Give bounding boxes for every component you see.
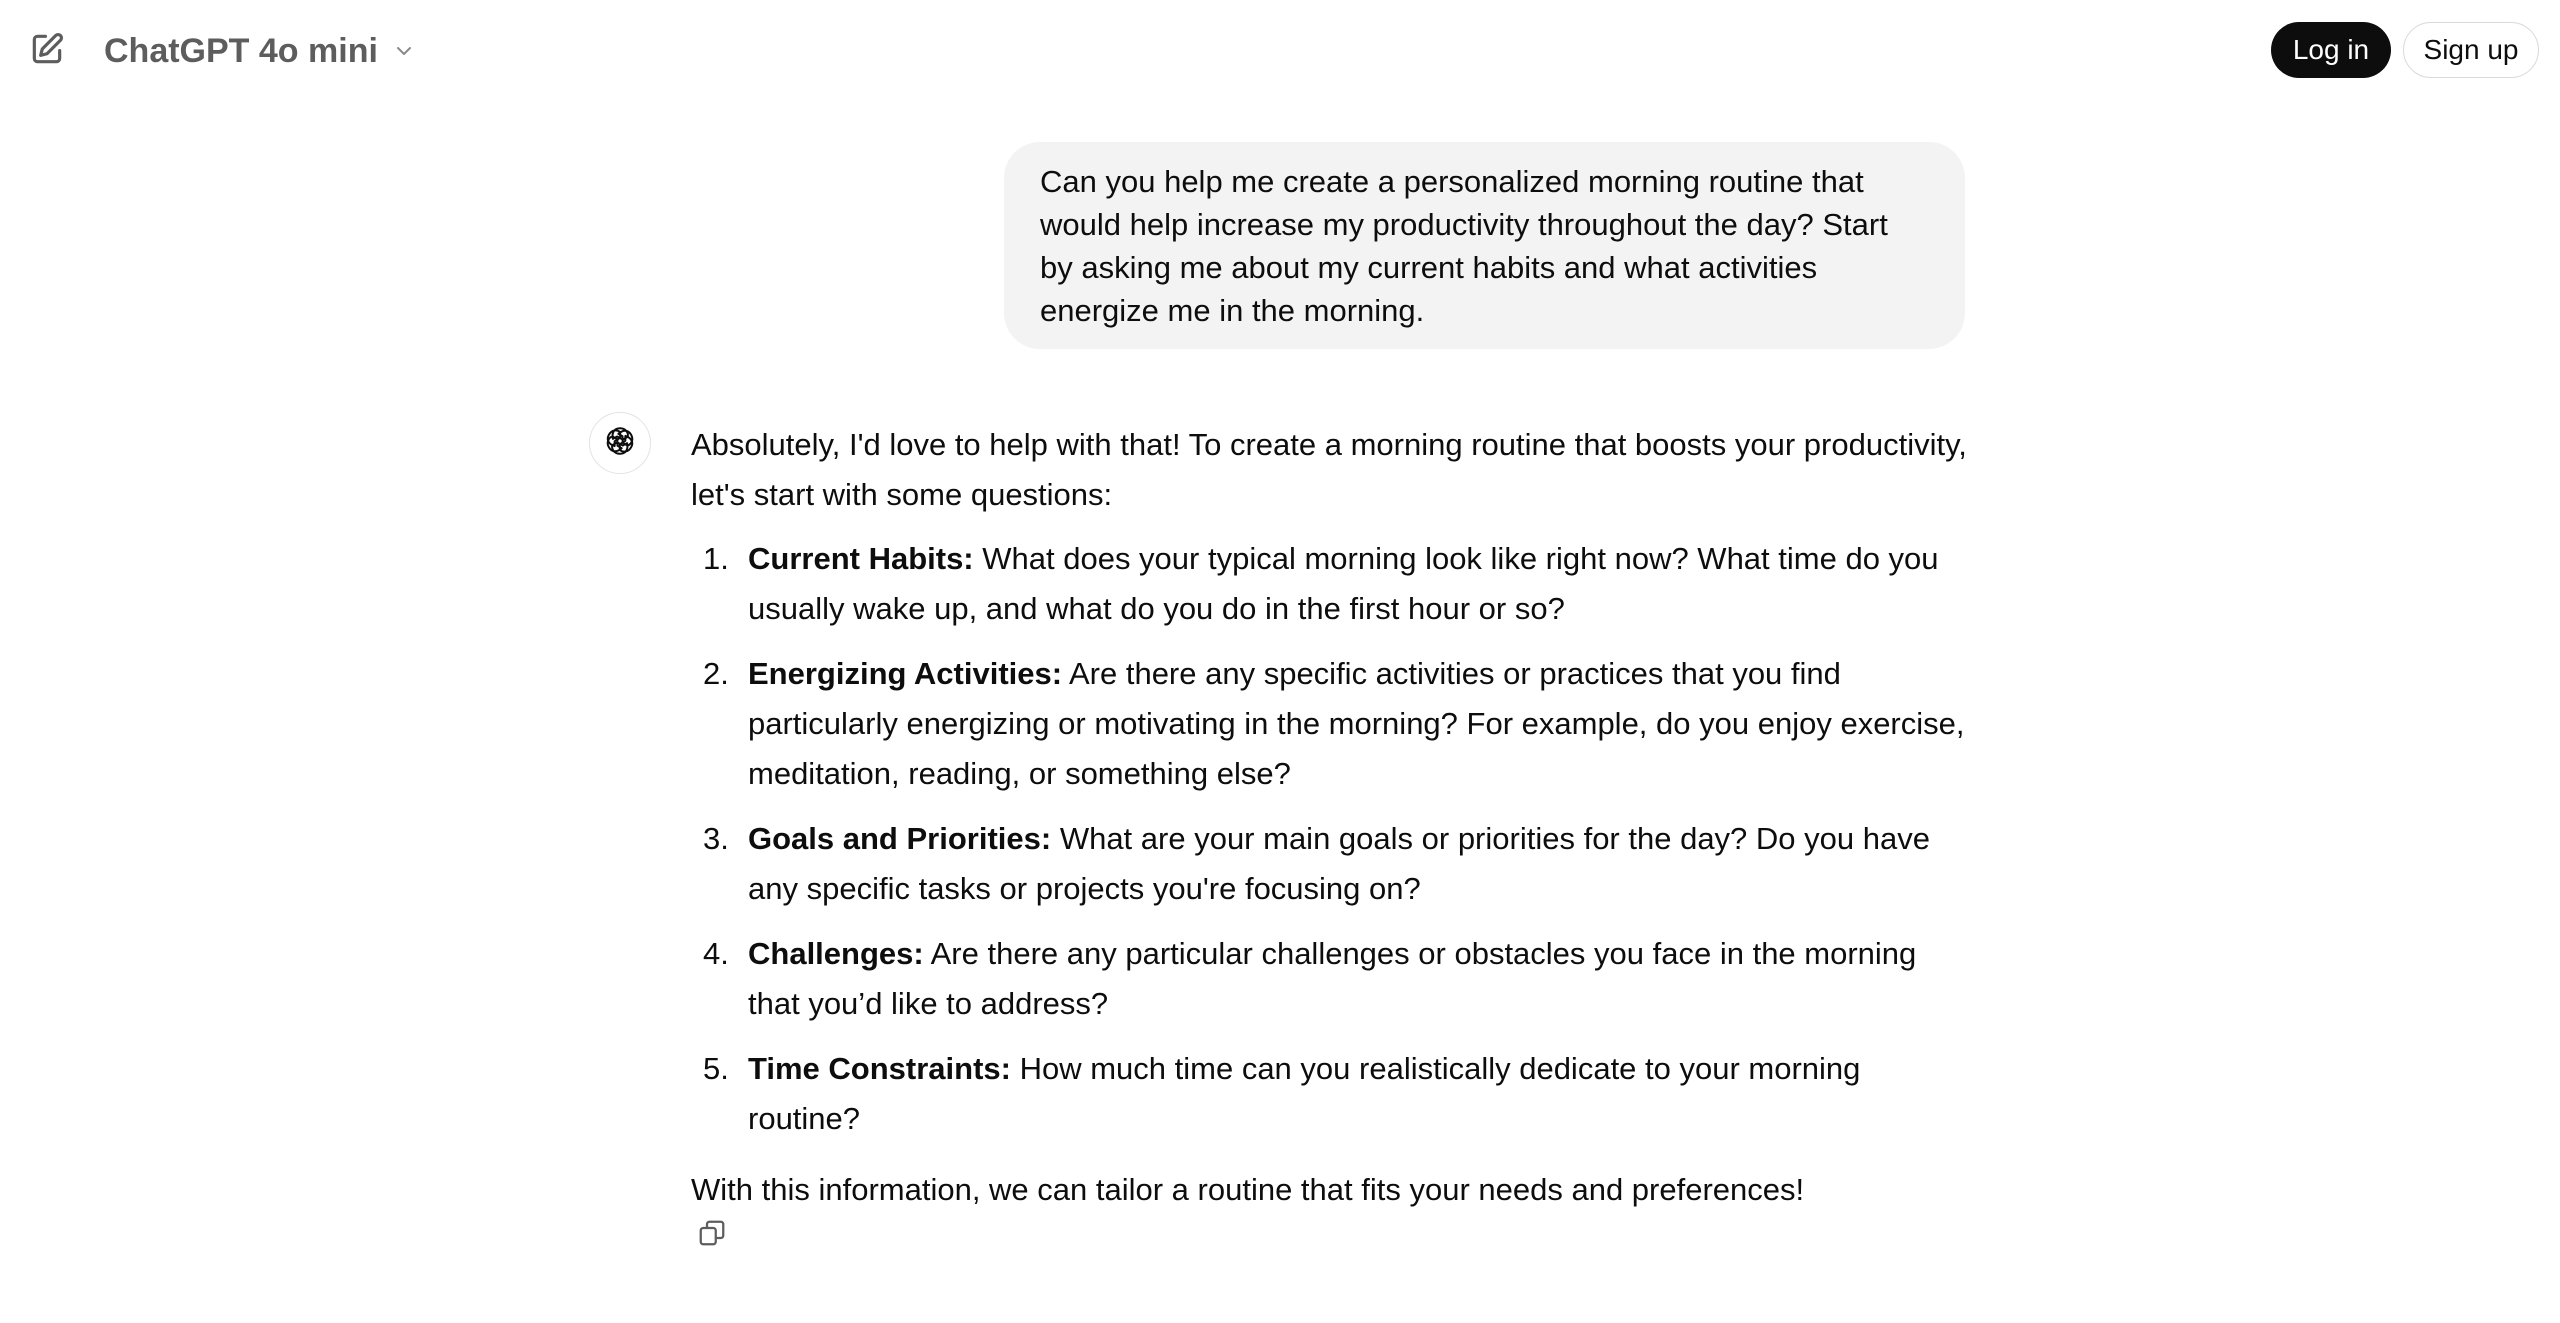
model-name: ChatGPT 4o mini	[104, 31, 378, 70]
copy-icon	[697, 1218, 727, 1253]
question-title: Challenges:	[748, 936, 924, 971]
top-bar	[0, 0, 2560, 100]
list-number: 4.	[703, 936, 729, 971]
assistant-intro: Absolutely, I'd love to help with that! To create a morning routine that boosts your productivity, let's start with some questions:	[691, 427, 1967, 512]
list-item	[691, 929, 1971, 1029]
list-item	[691, 814, 1971, 914]
question-title: Goals and Priorities:	[748, 821, 1052, 856]
list-item	[691, 1044, 1971, 1144]
model-selector[interactable]	[104, 28, 416, 74]
list-item	[691, 649, 1971, 799]
question-text: What does your typical morning look like right now? What time do you usually wake up, and what do you do in the first hour or so?	[748, 541, 1939, 626]
edit-icon	[28, 30, 66, 73]
question-list	[691, 534, 1971, 1144]
question-text: How much time can you realistically dedicate to your morning routine?	[748, 1051, 1861, 1136]
sign-up-button[interactable]: Sign up	[2403, 22, 2539, 78]
openai-logo-icon	[603, 424, 637, 463]
question-text: Are there any specific activities or practices that you find particularly energizing or motivating in the morning? For example, do you enjoy exercise, meditation, reading, or something else?	[748, 656, 1965, 791]
list-number: 2.	[703, 656, 729, 691]
list-number: 3.	[703, 821, 729, 856]
question-title: Time Constraints:	[748, 1051, 1011, 1086]
question-title: Current Habits:	[748, 541, 974, 576]
question-title: Energizing Activities:	[748, 656, 1063, 691]
user-message: Can you help me create a personalized morning routine that would help increase my productivity throughout the day? Start by asking me about my current habits and what activities energize me in the morning.	[1004, 142, 1965, 349]
question-text: What are your main goals or priorities for the day? Do you have any specific tasks or projects you're focusing on?	[748, 821, 1930, 906]
new-chat-button[interactable]	[22, 26, 72, 76]
assistant-avatar	[589, 412, 651, 474]
chevron-down-icon	[392, 39, 416, 63]
copy-button[interactable]	[690, 1213, 734, 1257]
list-number: 5.	[703, 1051, 729, 1086]
assistant-message	[691, 420, 1971, 1215]
assistant-closing: With this information, we can tailor a routine that fits your needs and preferences!	[691, 1172, 1805, 1207]
list-number: 1.	[703, 541, 729, 576]
list-item	[691, 534, 1971, 634]
question-text: Are there any particular challenges or obstacles you face in the morning that you’d like to address?	[748, 936, 1917, 1021]
log-in-button[interactable]: Log in	[2271, 22, 2391, 78]
